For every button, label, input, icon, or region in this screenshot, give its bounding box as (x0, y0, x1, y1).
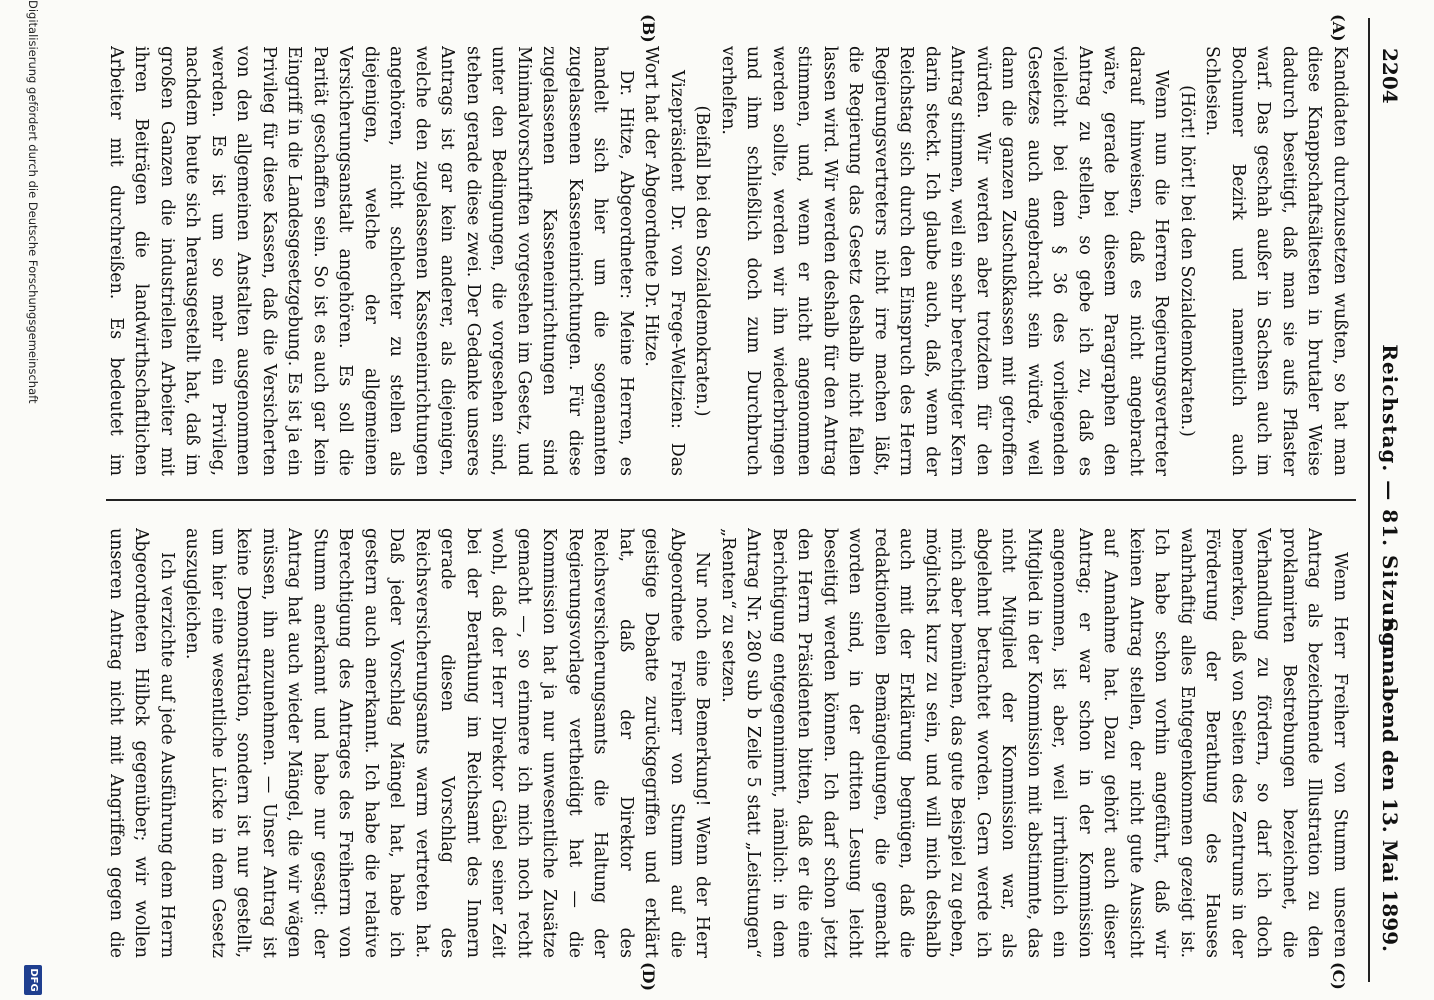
left-text-column (102, 46, 1352, 476)
column-divider (106, 499, 1356, 501)
paragraph: Dr. Hitze, Abgeordneter: Meine Herren, es handelt sich hier um die sogenannten zugelassenen Kasseneinrichtungen. Für diese zugelassenen Kasseneinrichtungen sind Minimalvorschriften vorgesehen im Gesetz, und unter den Bedingungen, die vorgesehen sind, stehen gerade diese zwei. Der Gedanke unseres Antrags ist gar kein anderer, als diejenigen, welche den zugelassenen Kasseneinrichtungen angehören, nicht schlechter zu stellen als diejenigen, welche der allgemeinen Versicherungsanstalt angehören. Es soll die Parität geschaffen sein. So ist es auch gar kein Eingriff in die Landesgesetzgebung. Es ist ja ein Privileg für diese Kassen, daß die Versicherten von den allgemeinen Anstalten ausgenommen werden. Es ist um so mehr ein Privileg, nachdem heute sich herausgestellt hat, daß im großen Ganzen die industriellen Arbeiter mit ihren Beiträgen die landwirthschaftlichen Arbeiter mit durchreißen. Es bedeutet im (106, 46, 636, 476)
interjection: (Beifall bei den Sozialdemokraten.) (692, 105, 713, 417)
paragraph: Nur noch eine Bemerkung! Wenn der Herr Abgeordnete Freiherr von Stumm auf die geistige Debatte zurückgegriffen und erklärt hat, daß der Direktor des Reichsversicherungsamts die Haltung der Regierungsvorlage vertheidigt hat — die Kommission hat ja nur unwesentliche Zusätze gemacht —, so erinnere ich mich noch recht wohl, daß der Herr Direktor Gäbel seiner Zeit bei der Berathung im Reichsamt des Innern gerade diesen Vorschlag des Reichsversicherungsamts warm vertreten hat. Daß jeder Vorschlag Mängel hat, habe ich gestern auch anerkannt. Ich habe die relative Berechtigung des Antrages des Freiherrn von Stumm anerkannt und habe nur gesagt: der Antrag hat auch wieder Mängel, die wir wägen müssen, ihn anzunehmen. — Unser Antrag ist keine Demonstration, sondern ist nur gestellt, um hier eine wesentliche Lücke in dem Gesetz auszugleichen. (182, 528, 713, 958)
session-date: Sonnabend den 13. Mai 1899. (1378, 617, 1402, 952)
paragraph: Wenn nun die Herren Regierungsvertreter darauf hinweisen, daß es nicht angebracht wäre, gerade bei diesem Paragraphen den Antrag zu stellen, so gebe ich zu, daß es vielleicht bei dem § 36 des vorliegenden Gesetzes auch angebracht sein würde, weil dann die ganzen Zuschußkassen mit getroffen würden. Wir werden aber trotzdem für den Antrag stimmen, weil ein sehr berechtigter Kern darin steckt. Ich glaube auch, daß, wenn der Reichstag sich durch den Einspruch des Herrn Regierungsvertreters nicht irre machen läßt, die Regierung das Gesetz deshalb nicht fallen lassen wird. Wir werden deshalb für den Antrag stimmen, und, wenn er nicht angenommen werden sollte, werden wir ihn wiederbringen und ihm schließlich doch zum Durchbruch verhelfen. (718, 46, 1172, 476)
paragraph: Kandidaten durchzusetzen wußten, so hat man diese Knappschaftsältesten in brutaler Weise dadurch beseitigt, daß man sie aufs Pflaster warf. Das geschah außer in Sachsen auch im Bochumer Bezirk und namentlich auch Schlesien. (1202, 46, 1350, 476)
dfg-logo: DFG (24, 965, 42, 995)
page-header (1368, 18, 1406, 982)
margin-marker-b: (B) (639, 14, 658, 43)
digitization-credit: Digitalisierung gefördert durch die Deutsche Forschungsgemeinschaft (26, 0, 40, 404)
session-title: Reichstag. — 81. Sitzung. (1378, 344, 1402, 656)
margin-marker-a: (A) (1329, 14, 1348, 42)
margin-marker-d: (D) (639, 962, 658, 992)
speaker-announcement: Vizepräsident Dr. von Frege-Weltzien: Das Wort hat der Abgeordnete Dr. Hitze. (641, 46, 687, 476)
paragraph: Ich verzichte auf jede Ausführung dem Herrn Abgeordneten Hilbck gegenüber; wir wollen unseren Antrag nicht mit Angriffen gegen die (106, 528, 177, 958)
margin-marker-c: (C) (1329, 962, 1348, 990)
page-number: 2204 (1378, 48, 1402, 104)
page-footer (14, 0, 42, 1000)
interjection: (Hört! hört! bei den Sozialdemokraten.) (1177, 85, 1197, 437)
paragraph: Wenn Herr Freiherr von Stumm unseren Antrag als bezeichnende Illustration zu den proklamirten Bestrebungen bezeichnet, die Verhandlung zu fördern, so darf ich doch bemerken, daß von Seiten des Zentrums in der Förderung der Berathung des Hauses wahrhaftig alles Entgegenkommen gezeigt ist. Ich habe schon vorhin angeführt, daß wir keinen Antrag stellen, der nicht gute Aussicht auf Annahme hat. Dazu gehört auch dieser Antrag; er war schon in der Kommission angenommen, ist aber, weil irrthümlich ein Mitglied in der Kommission mit abstimmte, das nicht Mitglied der Kommission war, als abgelehnt betrachtet worden. Gern werde ich mich aber bemühen, das gute Beispiel zu geben, möglichst kurz zu sein, und will mich deshalb auch mit der Erklärung begnügen, daß die redaktionellen Bemängelungen, die gemacht worden sind, in der dritten Lesung leicht beseitigt werden können. Ich darf schon jetzt den Herrn Präsidenten bitten, daß er die eine Berichtigung entgegennimmt, nämlich: in dem Antrag Nr. 280 sub b Zeile 5 statt „Leistungen“ „Renten“ zu setzen. (718, 528, 1350, 958)
right-text-column (102, 528, 1352, 958)
